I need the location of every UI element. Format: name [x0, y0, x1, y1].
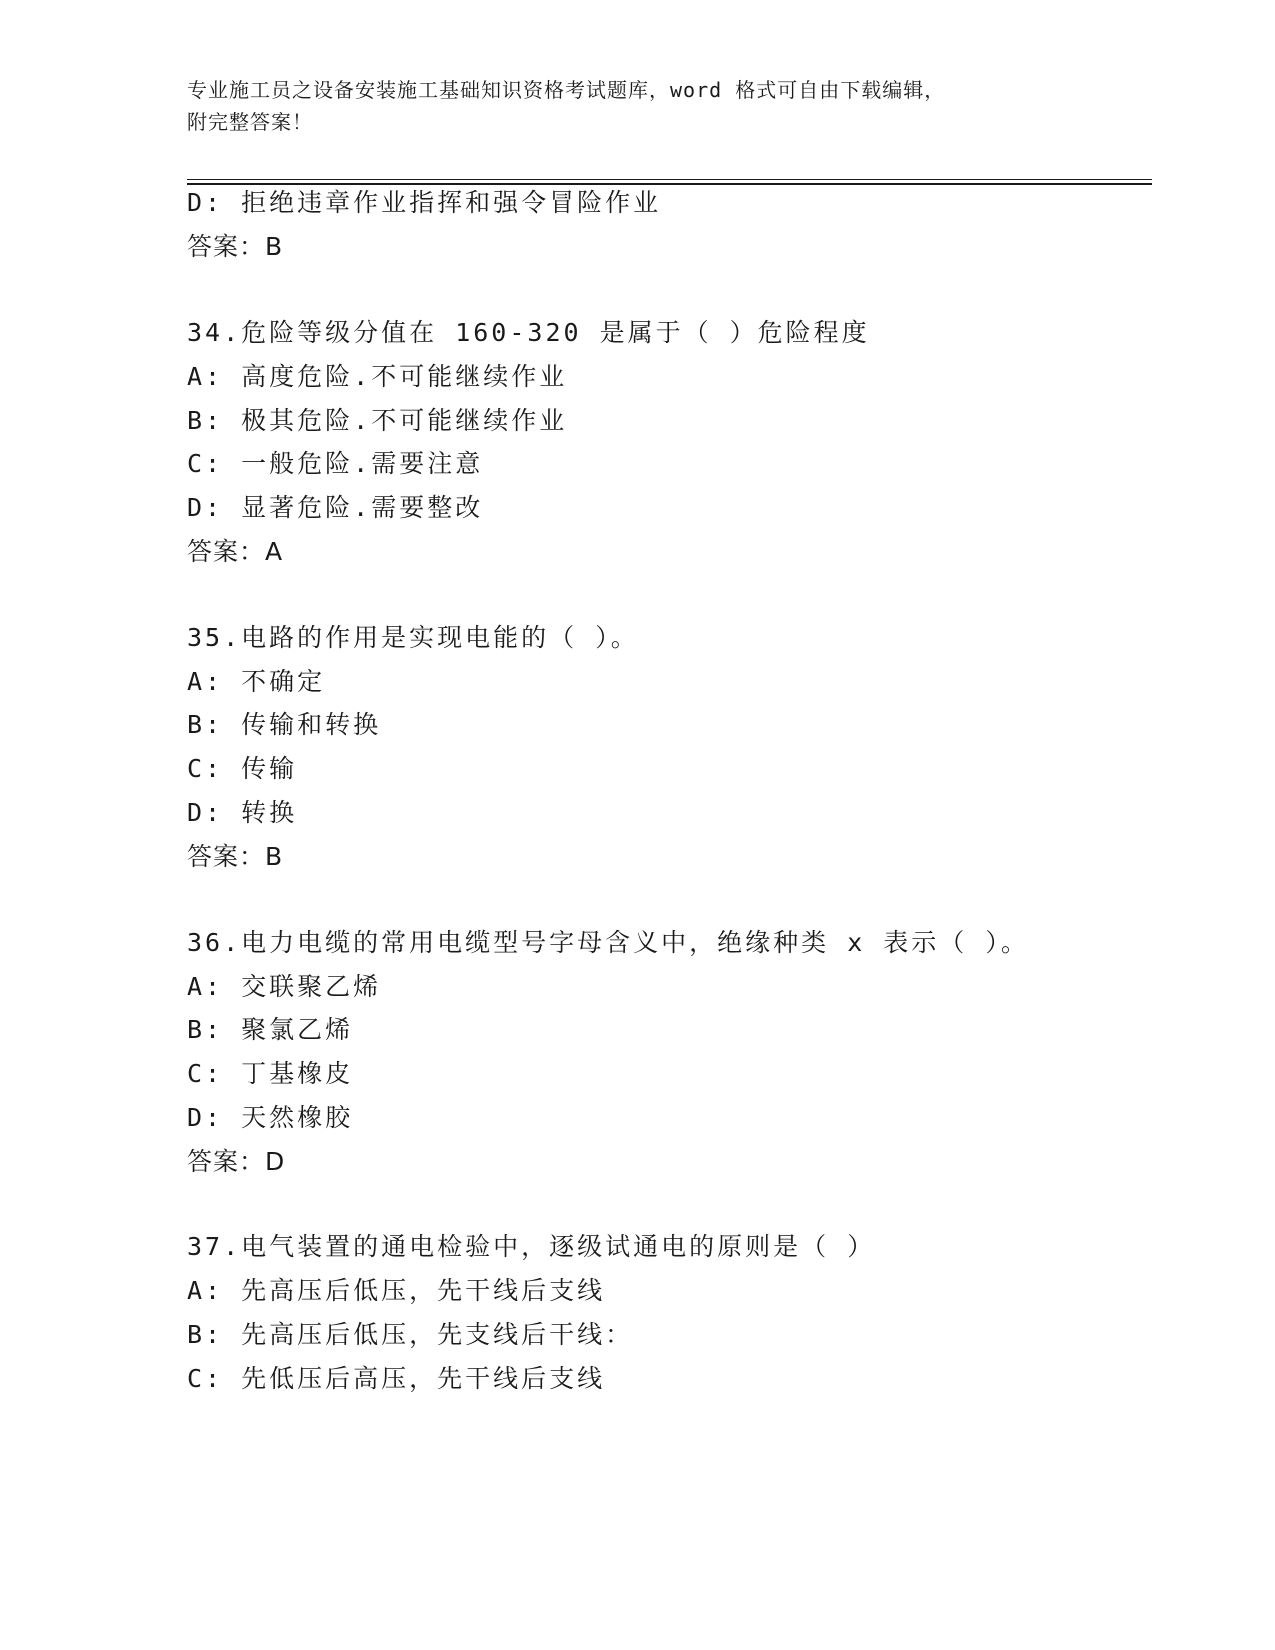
question-35-option-b: B: 传输和转换: [187, 710, 382, 739]
question-34-answer: 答案：A: [187, 537, 284, 566]
question-36-option-a: A: 交联聚乙烯: [187, 972, 382, 1001]
question-36-answer: 答案：D: [187, 1147, 286, 1176]
question-34-option-a: A: 高度危险.不可能继续作业: [187, 362, 568, 391]
question-36-option-b: B: 聚氯乙烯: [187, 1015, 354, 1044]
header-line-2: 附完整答案！: [187, 110, 313, 134]
header-divider-top: [187, 179, 1152, 180]
question-35-option-d: D: 转换: [187, 798, 298, 827]
question-35-option-c: C: 传输: [187, 754, 298, 783]
question-36-stem: 36.电力电缆的常用电缆型号字母含义中，绝缘种类 x 表示（ ）。: [187, 928, 1029, 957]
question-34-option-d: D: 显著危险.需要整改: [187, 493, 484, 522]
question-37-option-a: A: 先高压后低压，先干线后支线: [187, 1276, 606, 1305]
prev-answer: 答案：B: [187, 232, 284, 261]
question-35-answer: 答案：B: [187, 842, 284, 871]
header-divider-bottom: [187, 183, 1152, 185]
prev-option-d: D: 拒绝违章作业指挥和强令冒险作业: [187, 188, 662, 217]
question-36-option-d: D: 天然橡胶: [187, 1103, 354, 1132]
document-header: [187, 74, 1087, 138]
question-37-stem: 37.电气装置的通电检验中，逐级试通电的原则是（ ）: [187, 1232, 876, 1261]
question-34-option-c: C: 一般危险.需要注意: [187, 449, 484, 478]
question-35-stem: 35.电路的作用是实现电能的（ ）。: [187, 623, 639, 652]
header-line-1: 专业施工员之设备安装施工基础知识资格考试题库，word 格式可自由下载编辑，: [187, 78, 946, 102]
question-37-option-b: B: 先高压后低压，先支线后干线：: [187, 1320, 634, 1349]
question-34-stem: 34.危险等级分值在 160-320 是属于（ ）危险程度: [187, 318, 870, 347]
question-37-option-c: C: 先低压后高压，先干线后支线: [187, 1364, 606, 1393]
question-35-option-a: A: 不确定: [187, 667, 326, 696]
question-34-option-b: B: 极其危险.不可能继续作业: [187, 406, 568, 435]
question-36-option-c: C: 丁基橡皮: [187, 1059, 354, 1088]
